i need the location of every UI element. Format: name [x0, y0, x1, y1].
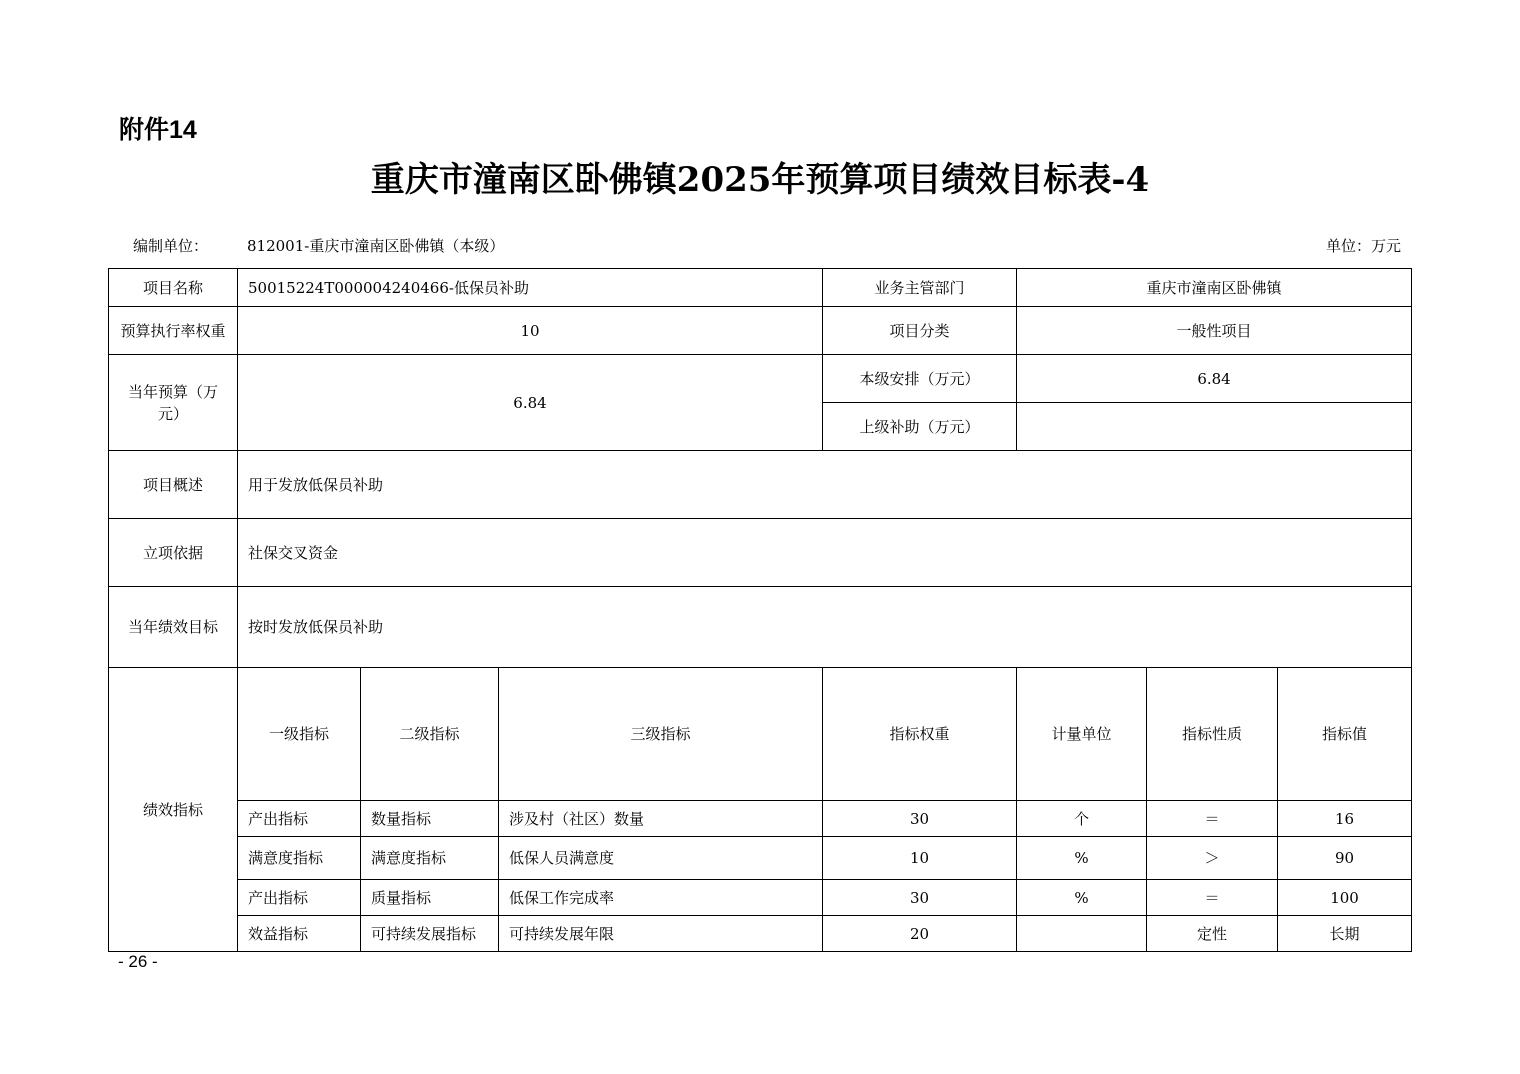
level3-cell: 可持续发展年限 [499, 916, 823, 952]
row-goal [109, 587, 1412, 668]
level1-cell: 效益指标 [238, 916, 361, 952]
header-weight: 指标权重 [823, 668, 1017, 801]
header-level1: 一级指标 [238, 668, 361, 801]
category-label: 项目分类 [823, 307, 1017, 355]
upper-value [1017, 403, 1412, 451]
local-label: 本级安排（万元） [823, 355, 1017, 403]
exec-weight-value: 10 [238, 307, 823, 355]
nature-cell: 定性 [1147, 916, 1278, 952]
compiling-unit-value: 812001-重庆市潼南区卧佛镇（本级） [247, 237, 505, 255]
dept-value: 重庆市潼南区卧佛镇 [1017, 269, 1412, 307]
exec-weight-label: 预算执行率权重 [109, 307, 238, 355]
value-cell: 100 [1278, 880, 1412, 916]
indicators-label: 绩效指标 [109, 668, 238, 952]
level3-cell: 涉及村（社区）数量 [499, 801, 823, 837]
level2-cell: 可持续发展指标 [361, 916, 499, 952]
category-value: 一般性项目 [1017, 307, 1412, 355]
value-cell: 16 [1278, 801, 1412, 837]
overview-label: 项目概述 [109, 451, 238, 519]
compiling-unit-label: 编制单位： [133, 237, 209, 255]
header-nature: 指标性质 [1147, 668, 1278, 801]
level2-cell: 满意度指标 [361, 837, 499, 880]
header-level3: 三级指标 [499, 668, 823, 801]
project-name-value: 50015224T000004240466-低保员补助 [238, 269, 823, 307]
goal-label: 当年绩效目标 [109, 587, 238, 668]
basis-value: 社保交叉资金 [238, 519, 1412, 587]
unit-cell: % [1017, 837, 1147, 880]
weight-cell: 20 [823, 916, 1017, 952]
row-project-name [109, 269, 1412, 307]
header-unit: 计量单位 [1017, 668, 1147, 801]
nature-cell: ＞ [1147, 837, 1278, 880]
row-exec-weight [109, 307, 1412, 355]
weight-cell: 30 [823, 880, 1017, 916]
table-row [109, 916, 1412, 952]
table-row [109, 837, 1412, 880]
unit-cell [1017, 916, 1147, 952]
document-title: 重庆市潼南区卧佛镇2025年预算项目绩效目标表-4 [370, 160, 1150, 200]
level1-cell: 产出指标 [238, 801, 361, 837]
value-cell: 长期 [1278, 916, 1412, 952]
upper-label: 上级补助（万元） [823, 403, 1017, 451]
level2-cell: 质量指标 [361, 880, 499, 916]
table-row [109, 880, 1412, 916]
basis-label: 立项依据 [109, 519, 238, 587]
unit-cell: % [1017, 880, 1147, 916]
level1-cell: 产出指标 [238, 880, 361, 916]
level3-cell: 低保人员满意度 [499, 837, 823, 880]
table-row [109, 801, 1412, 837]
project-name-label: 项目名称 [109, 269, 238, 307]
budget-label: 当年预算（万元） [109, 355, 238, 451]
currency-unit: 单位：万元 [1325, 237, 1401, 255]
overview-value: 用于发放低保员补助 [238, 451, 1412, 519]
level3-cell: 低保工作完成率 [499, 880, 823, 916]
row-budget-local [109, 355, 1412, 403]
value-cell: 90 [1278, 837, 1412, 880]
weight-cell: 30 [823, 801, 1017, 837]
row-overview [109, 451, 1412, 519]
local-value: 6.84 [1017, 355, 1412, 403]
goal-value: 按时发放低保员补助 [238, 587, 1412, 668]
nature-cell: ＝ [1147, 801, 1278, 837]
row-basis [109, 519, 1412, 587]
performance-target-table [108, 268, 1412, 952]
indicator-header-row [109, 668, 1412, 801]
page-number: - 26 - [118, 952, 158, 971]
budget-value: 6.84 [238, 355, 823, 451]
level2-cell: 数量指标 [361, 801, 499, 837]
dept-label: 业务主管部门 [823, 269, 1017, 307]
level1-cell: 满意度指标 [238, 837, 361, 880]
header-value: 指标值 [1278, 668, 1412, 801]
attachment-label: 附件14 [119, 116, 197, 144]
nature-cell: ＝ [1147, 880, 1278, 916]
weight-cell: 10 [823, 837, 1017, 880]
header-level2: 二级指标 [361, 668, 499, 801]
unit-cell: 个 [1017, 801, 1147, 837]
